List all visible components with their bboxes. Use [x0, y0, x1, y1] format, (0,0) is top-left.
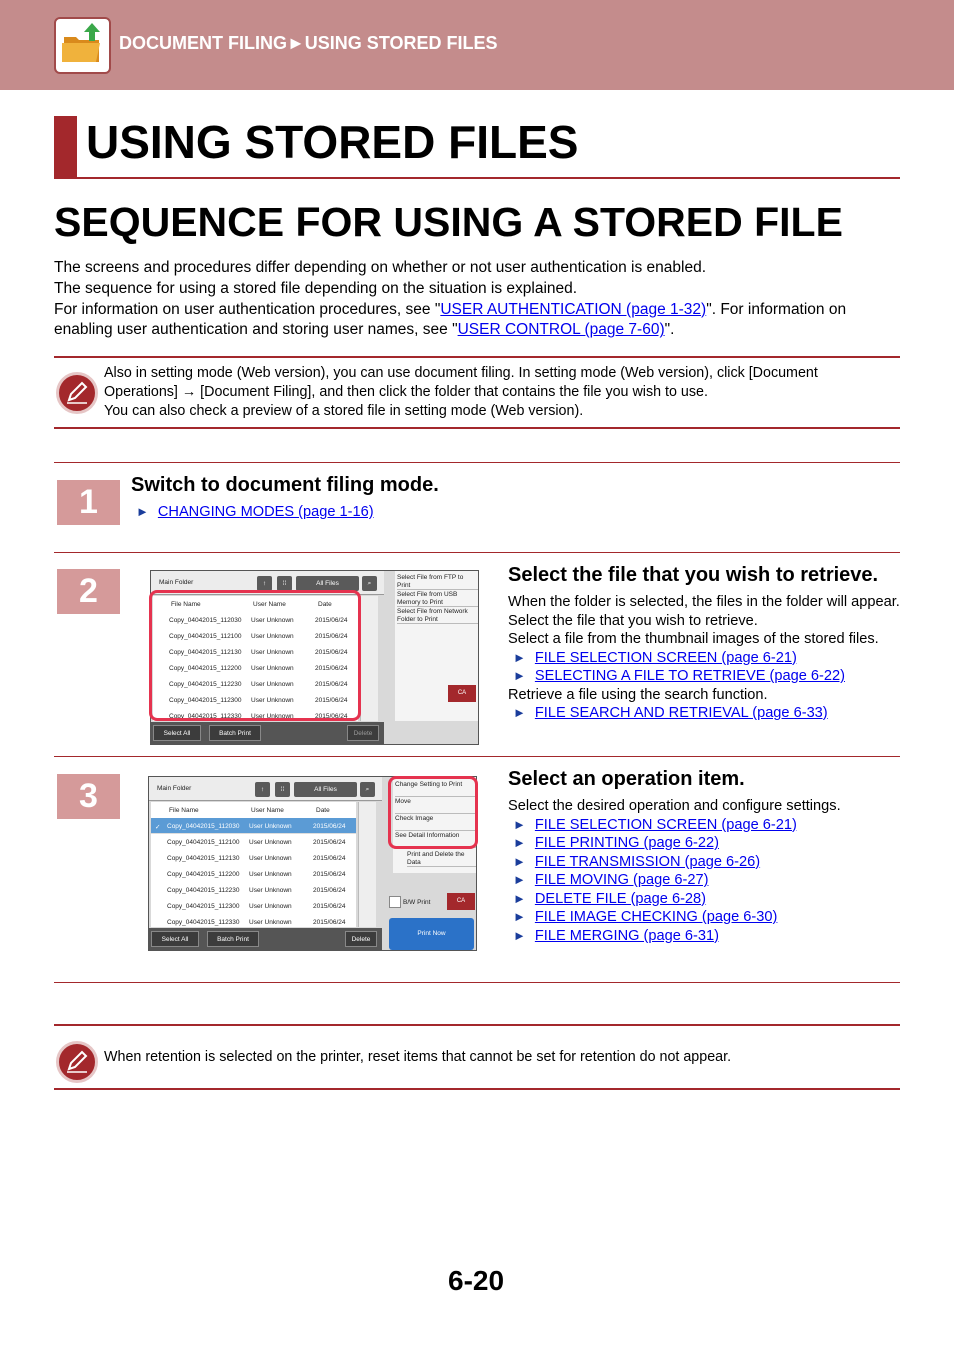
file-selection-screen-link[interactable]: FILE SELECTION SCREEN (page 6-21) [534, 816, 797, 833]
arrow-right-icon: ► [513, 927, 526, 943]
arrow-right-icon: ► [513, 835, 526, 850]
title-accent-bar [54, 116, 77, 178]
step-body: Select the desired operation and configure settings. ► FILE SELECTION SCREEN (page 6-21) ► FILE PRINTING (page 6-22) ► FILE TRANSMISSION (page 6-26) ► FILE MOVING (page 6-27) ► DELETE FILE (page 6-28) ► FILE IMAGE CHECKING (page 6-30) ► FILE MERGING (page 6-31) [508, 798, 841, 944]
delete-file-link[interactable]: DELETE FILE (page 6-28) [534, 890, 707, 907]
arrow-right-icon: ► [513, 853, 526, 869]
file-printing-link[interactable]: FILE PRINTING (page 6-22) [534, 835, 719, 851]
file-image-checking-link[interactable]: FILE IMAGE CHECKING (page 6-30) [534, 909, 778, 925]
clear-all-button: CA [448, 685, 476, 702]
user-control-link[interactable]: USER CONTROL (page 7-60) [457, 321, 665, 339]
screen-bottom-bar: Select All Batch Print Delete [151, 722, 384, 744]
file-merging-link[interactable]: FILE MERGING (page 6-31) [534, 927, 719, 944]
scrollbar [360, 596, 378, 721]
intro-line-4: enabling user authentication and storing user names, see "USER CONTROL (page 7-60)". [54, 321, 675, 339]
step-number-badge: 1 [57, 480, 120, 525]
note-text: Also in setting mode (Web version), you can use document filing. In setting mode (Web version), click [Document Operations] → [Document Filing], and then click the folder that contains the file you wish to use. You can also check a preview of a stored file in setting mode (Web version). [104, 365, 818, 419]
search-icon: ⌕ [360, 782, 375, 797]
file-search-link[interactable]: FILE SEARCH AND RETRIEVAL (page 6-33) [534, 705, 828, 721]
step-title: Select an operation item. [508, 768, 745, 790]
screen-toolbar: Main Folder [151, 571, 384, 595]
all-files-button: All Files [296, 576, 359, 591]
note-top-rule [54, 356, 900, 358]
step-divider [54, 552, 900, 553]
clear-all-button: CA [447, 893, 475, 910]
folder-up-icon: ↑ [257, 576, 272, 591]
step-number-badge: 3 [57, 774, 120, 819]
step-divider [54, 756, 900, 757]
side-options: Select File from FTP to Print Select File from USB Memory to Print Select File from Network Folder to Print [395, 571, 479, 721]
screen-bottom-bar: Select All Batch Print Delete [149, 928, 382, 950]
intro-line-2: The sequence for using a stored file depending on the situation is explained. [54, 279, 578, 297]
section-title: SEQUENCE FOR USING A STORED FILE [54, 199, 843, 245]
file-list: File Name User Name Date Copy_04042015_112030 User Unknown 2015/06/24 Copy_04042015_112100 User Unknown 2015/06/24 Copy_04042015_112130 User Unknown 2015/06/24 Copy_04042015_112200 User Unknown 2015/06/24 Copy_04042015_112230 User Unknown 2015/06/24 Copy_04042015_112300 User Unknown 2015/06/24 Copy_04042015_112330 User Unknown 2015/06/24 [153, 596, 358, 721]
step-title: Select the file that you wish to retrieve. [508, 564, 879, 586]
arrow-right-icon: ► [513, 649, 526, 665]
note-bottom-rule [54, 427, 900, 429]
table-row-selected: ✓ Copy_04042015_112030 User Unknown 2015/06/24 [151, 818, 356, 834]
step-links [131, 503, 374, 522]
arrow-right-icon: ► [513, 668, 526, 683]
intro-line-3: For information on user authentication procedures, see "USER AUTHENTICATION (page 1-32)". For information on [54, 300, 847, 318]
file-list: File Name User Name Date ✓ Copy_04042015_112030 User Unknown 2015/06/24 Copy_04042015_112100 User Unknown 2015/06/24 Copy_04042015_112130 User Unknown 2015/06/24 Copy_04042015_112200 User Unknown 2015/06/24 Copy_04042015_112230 User Unknown 2015/06/24 Copy_04042015_112300 User Unknown 2015/06/24 Copy_04042015_112330 User Unknown 2015/06/24 [151, 802, 356, 927]
arrow-right-icon: ► [513, 872, 526, 887]
note-top-rule [54, 1024, 900, 1026]
pencil-note-icon [56, 372, 98, 414]
file-transmission-link[interactable]: FILE TRANSMISSION (page 6-26) [534, 853, 761, 870]
all-files-button: All Files [294, 782, 357, 797]
bw-print-label: B/W Print [403, 899, 431, 906]
thumbnail-view-icon: ⁞⁞ [275, 782, 290, 797]
changing-modes-link[interactable]: CHANGING MODES (page 1-16) [157, 504, 374, 520]
intro-line-1: The screens and procedures differ depending on whether or not user authentication is enabled. [54, 259, 707, 276]
file-moving-link[interactable]: FILE MOVING (page 6-27) [534, 872, 709, 888]
arrow-right-icon: ► [513, 909, 526, 924]
scrollbar [358, 802, 376, 927]
print-now-button: Print Now [389, 918, 474, 950]
intro-paragraph [54, 258, 900, 341]
arrow-right-icon: ► [513, 705, 526, 720]
step-number-badge: 2 [57, 569, 120, 614]
folder-up-icon: ↑ [255, 782, 270, 797]
page-number: 6-20 [448, 1265, 505, 1296]
screen-toolbar: Main Folder [149, 777, 382, 801]
highlight-frame [149, 590, 361, 721]
arrow-right-icon: ► [513, 816, 526, 832]
page-title: USING STORED FILES [86, 116, 579, 168]
steps-end-rule [54, 982, 900, 983]
folder-upload-icon [54, 17, 111, 74]
search-icon: ⌕ [362, 576, 377, 591]
title-underline [54, 177, 900, 179]
pencil-note-icon [56, 1041, 98, 1083]
breadcrumb: DOCUMENT FILING►USING STORED FILES [119, 33, 498, 53]
step-body: When the folder is selected, the files in the folder will appear. Select the file that you wish to retrieve. Select a file from the thumbnail images of the stored files. ► FILE SELECTION SCREEN (page 6-21) ► SELECTING A FILE TO RETRIEVE (page 6-22) Retrieve a file using the search function. ► FILE SEARCH AND RETRIEVAL (page 6-33) [508, 594, 900, 721]
step-divider [54, 462, 900, 463]
bw-print-checkbox [389, 896, 401, 908]
operation-options: Change Setting to Print Move Check Image See Detail Information Print and Delete the Data [393, 777, 477, 873]
selecting-file-link[interactable]: SELECTING A FILE TO RETRIEVE (page 6-22) [534, 668, 845, 684]
note-text: When retention is selected on the printer, reset items that cannot be set for retention do not appear. [104, 1049, 732, 1065]
arrow-right-icon: ► [513, 890, 526, 906]
highlight-frame [388, 776, 478, 849]
thumbnail-view-icon: ⁞⁞ [277, 576, 292, 591]
note-bottom-rule [54, 1088, 900, 1090]
file-selection-screen-link[interactable]: FILE SELECTION SCREEN (page 6-21) [534, 649, 797, 666]
user-authentication-link[interactable]: USER AUTHENTICATION (page 1-32) [440, 300, 707, 318]
arrow-right-icon: ► [136, 504, 149, 519]
step-title: Switch to document filing mode. [131, 474, 439, 496]
